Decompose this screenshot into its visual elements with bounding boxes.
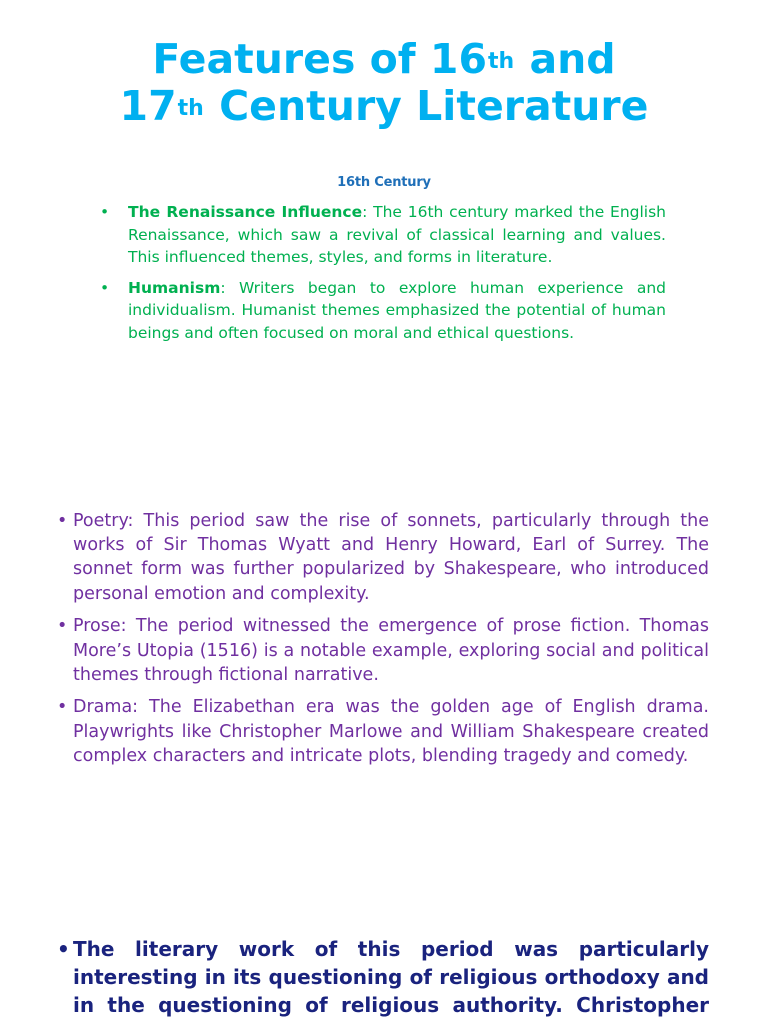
bullet-icon: • <box>57 697 68 718</box>
bullet-icon: • <box>57 511 68 531</box>
feature-term: Humanism <box>128 278 221 297</box>
title-line-1 <box>152 35 615 83</box>
title-line-2 <box>120 82 649 130</box>
bullet-icon: • <box>57 937 70 961</box>
section-subtitle: 16th Century <box>337 175 431 190</box>
list-item <box>57 509 709 606</box>
title-superscript: th <box>177 96 204 121</box>
bullet-icon: • <box>100 278 110 297</box>
genres-list <box>57 509 709 777</box>
title-text: Century Literature <box>204 82 649 130</box>
feature-term: The Renaissance Influence <box>128 203 363 221</box>
note-list <box>57 935 709 1019</box>
list-item <box>57 695 709 768</box>
list-item <box>100 201 666 269</box>
features-list <box>100 201 666 352</box>
genre-text: Poetry: This period saw the rise of sonnets, particularly through the works of Sir Thomas Wyatt and Henry Howard, Earl of Surrey. The sonnet form was further popularized by Shakespeare, who introduced personal emotion and complexity. <box>73 511 709 604</box>
list-item <box>100 277 666 345</box>
title-superscript: th <box>487 49 515 74</box>
page-title <box>0 36 768 130</box>
feature-text: : The 16th century marked the English Renaissance, which saw a revival of classical learning and values. This influenced themes, styles, and forms in literature. <box>128 203 666 266</box>
genre-text: Prose: The period witnessed the emergence of prose fiction. Thomas More’s Utopia (1516) is a notable example, exploring social and political themes through fictional narrative. <box>73 616 709 685</box>
bullet-icon: • <box>100 203 110 221</box>
list-item <box>57 614 709 687</box>
title-text: Features of 16 <box>152 35 487 83</box>
genre-text: Drama: The Elizabethan era was the golden age of English drama. Playwrights like Christopher Marlowe and William Shakespeare created complex characters and intricate plots, blending tragedy and comedy. <box>73 697 709 766</box>
feature-text: : Writers began to explore human experience and individualism. Humanist themes emphasized the potential of human beings and often focused on moral and ethical questions. <box>128 278 666 342</box>
note-text: The literary work of this period was particularly interesting in its questioning of religious orthodoxy and in the questioning of religious authority. Christopher <box>73 937 709 1017</box>
title-text: 17 <box>119 82 177 130</box>
list-item <box>57 935 709 1019</box>
bullet-icon: • <box>57 616 68 637</box>
title-text: and <box>515 35 616 83</box>
